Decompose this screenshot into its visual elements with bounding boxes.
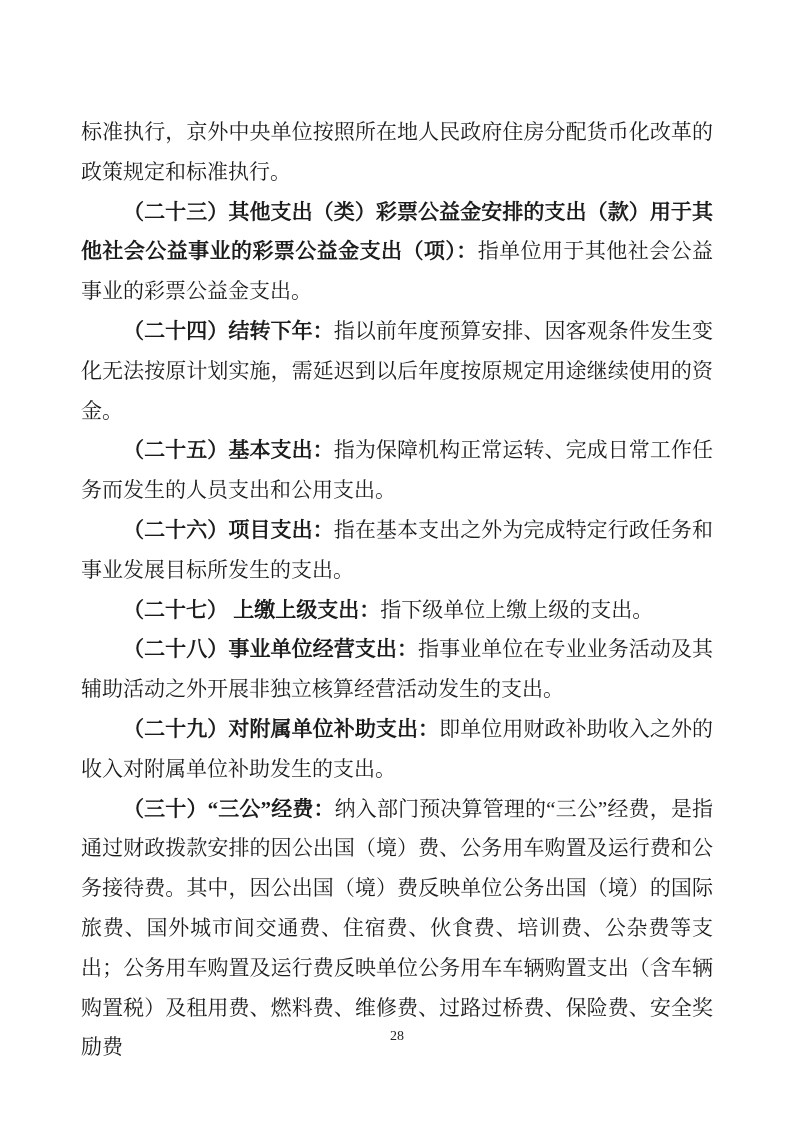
paragraph-item-28 bbox=[81, 630, 713, 710]
paragraph-text: 指以前年度预算安排、因客观条件发生变化无法按原计划实施，需延迟到以后年度按原规定用途继续使用的资金。 bbox=[81, 318, 714, 423]
paragraph-lead: （三十）“三公”经费： bbox=[123, 796, 335, 821]
paragraph-item-26 bbox=[81, 511, 713, 591]
paragraph-text: 指事业单位在专业业务活动及其辅助活动之外开展非独立核算经营活动发生的支出。 bbox=[81, 637, 714, 702]
paragraph-item-30 bbox=[81, 790, 713, 1069]
paragraph-lead: （二十五）基本支出： bbox=[123, 438, 334, 463]
paragraph-lead: （二十七） 上缴上级支出： bbox=[123, 597, 381, 622]
document-body bbox=[81, 113, 713, 1068]
paragraph-item-24 bbox=[81, 312, 713, 431]
paragraph-text: 纳入部门预决算管理的“三公”经费，是指通过财政拨款安排的因公出国（境）费、公务用车购置及运行费和公务接待费。其中，因公出国（境）费反映单位公务出国（境）的国际旅费、国外城市间交通费、住宿费、伙食费、培训费、公杂费等支出；公务用车购置及运行费反映单位公务用车车辆购置支出（含车辆购置税）及租用费、燃料费、维修费、过路过桥费、保险费、安全奖励费 bbox=[81, 796, 714, 1060]
paragraph-lead: （二十六）项目支出： bbox=[123, 517, 334, 542]
paragraph-item-25 bbox=[81, 431, 713, 511]
paragraph-continuation bbox=[81, 113, 713, 193]
paragraph-item-29 bbox=[81, 710, 713, 790]
paragraph-lead: （二十三）其他支出（类）彩票公益金安排的支出（款）用于其他社会公益事业的彩票公益金支出（项）： bbox=[81, 199, 713, 264]
paragraph-text: 指单位用于其他社会公益事业的彩票公益金支出。 bbox=[81, 239, 714, 304]
paragraph-text: 指下级单位上缴上级的支出。 bbox=[380, 597, 654, 622]
page-number: 28 bbox=[390, 1029, 404, 1044]
paragraph-item-27 bbox=[81, 591, 713, 631]
paragraph-text: 标准执行，京外中央单位按照所在地人民政府住房分配货币化改革的政策规定和标准执行。 bbox=[81, 120, 713, 184]
paragraph-text: 即单位用财政补助收入之外的收入对附属单位补助发生的支出。 bbox=[81, 716, 714, 781]
paragraph-lead: （二十九）对附属单位补助支出： bbox=[123, 716, 440, 741]
paragraph-lead: （二十四）结转下年： bbox=[123, 318, 334, 343]
paragraph-text: 指为保障机构正常运转、完成日常工作任务而发生的人员支出和公用支出。 bbox=[81, 438, 714, 503]
paragraph-text: 指在基本支出之外为完成特定行政任务和事业发展目标所发生的支出。 bbox=[81, 517, 714, 582]
paragraph-lead: （二十八）事业单位经营支出： bbox=[123, 637, 419, 662]
paragraph-item-23 bbox=[81, 193, 713, 312]
